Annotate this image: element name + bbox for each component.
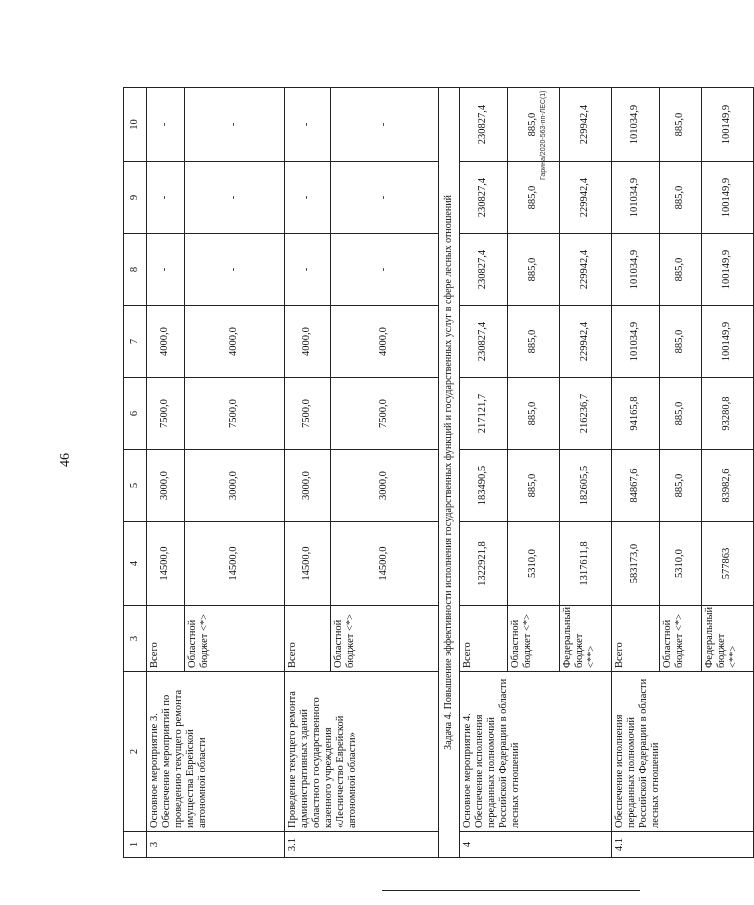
row-number: 4.1 xyxy=(612,832,754,858)
value-cell: 583173,0 xyxy=(612,522,660,606)
value-cell: 229942,4 xyxy=(560,306,612,378)
value-cell: 7500,0 xyxy=(331,378,439,450)
column-header: 10 xyxy=(124,88,147,162)
value-cell: 101034,9 xyxy=(612,306,660,378)
value-cell: 229942,4 xyxy=(560,234,612,306)
value-cell: 885,0 xyxy=(508,234,560,306)
value-cell: 100149,9 xyxy=(702,162,754,234)
table-row xyxy=(612,88,660,858)
activity-name: Обеспечение исполнения переданных полномочий Российской Федерации в области лесных отношений xyxy=(612,672,754,832)
activity-name: Основное мероприятие 4. Обеспечение исполнения переданных полномочий Российской Федерации в области лесных отношений xyxy=(460,672,612,832)
value-cell: 230827,4 xyxy=(460,234,508,306)
value-cell: 14500,0 xyxy=(331,522,439,606)
value-cell: 93280,8 xyxy=(702,378,754,450)
funding-source: Областной бюджет <*> xyxy=(185,606,285,672)
value-cell: - xyxy=(285,234,331,306)
value-cell: 217121,7 xyxy=(460,378,508,450)
section-row xyxy=(439,88,460,858)
value-cell: 3000,0 xyxy=(185,450,285,522)
column-header: 8 xyxy=(124,234,147,306)
value-cell: 216236,7 xyxy=(560,378,612,450)
row-number: 3.1 xyxy=(285,832,439,858)
column-header: 4 xyxy=(124,522,147,606)
value-cell: - xyxy=(285,88,331,162)
value-cell: 4000,0 xyxy=(147,306,185,378)
value-cell: 3000,0 xyxy=(147,450,185,522)
value-cell: - xyxy=(185,88,285,162)
value-cell: - xyxy=(185,234,285,306)
footer-rule xyxy=(382,890,640,891)
value-cell: 4000,0 xyxy=(331,306,439,378)
value-cell: 14500,0 xyxy=(147,522,185,606)
column-header: 1 xyxy=(124,832,147,858)
value-cell: - xyxy=(147,234,185,306)
header-row xyxy=(124,88,147,858)
value-cell: 885,0 xyxy=(508,306,560,378)
value-cell: - xyxy=(147,88,185,162)
value-cell: 230827,4 xyxy=(460,88,508,162)
section-title: Задача 4. Повышение эффективности исполнения государственных функций и государственных услуг в сфере лесных отношений xyxy=(439,88,460,858)
value-cell: 1317611,8 xyxy=(560,522,612,606)
funding-source: Областной бюджет <*> xyxy=(331,606,439,672)
value-cell: 94165,8 xyxy=(612,378,660,450)
page-number: 46 xyxy=(58,453,73,467)
column-header: 2 xyxy=(124,672,147,832)
value-cell: 183490,5 xyxy=(460,450,508,522)
funding-source: Областной бюджет <*> xyxy=(508,606,560,672)
budget-table xyxy=(123,87,754,858)
value-cell: 83982,6 xyxy=(702,450,754,522)
value-cell: 4000,0 xyxy=(185,306,285,378)
value-cell: 4000,0 xyxy=(285,306,331,378)
funding-source: Всего xyxy=(285,606,331,672)
value-cell: 5310,0 xyxy=(508,522,560,606)
value-cell: 230827,4 xyxy=(460,162,508,234)
funding-source: Федеральный бюджет <**> xyxy=(702,606,754,672)
value-cell: 3000,0 xyxy=(285,450,331,522)
value-cell: - xyxy=(147,162,185,234)
value-cell: 885,0 xyxy=(508,378,560,450)
value-cell: - xyxy=(331,88,439,162)
activity-name: Проведение текущего ремонта административных зданий областного государственного казенного учреждения «Лесничество Еврейской автономной области» xyxy=(285,672,439,832)
value-cell: 7500,0 xyxy=(285,378,331,450)
funding-source: Всего xyxy=(460,606,508,672)
funding-source: Всего xyxy=(612,606,660,672)
column-header: 3 xyxy=(124,606,147,672)
column-header: 9 xyxy=(124,162,147,234)
value-cell: 100149,9 xyxy=(702,234,754,306)
value-cell: 5310,0 xyxy=(660,522,702,606)
value-cell: - xyxy=(185,162,285,234)
table-row xyxy=(147,88,185,858)
value-cell: 14500,0 xyxy=(185,522,285,606)
value-cell: 7500,0 xyxy=(147,378,185,450)
column-header: 7 xyxy=(124,306,147,378)
value-cell: 885,0 xyxy=(508,450,560,522)
value-cell: 101034,9 xyxy=(612,162,660,234)
document-id: Гарина/2020-563-пп-ЛЕС(1) xyxy=(540,90,547,180)
value-cell: 885,0 xyxy=(660,450,702,522)
value-cell: 100149,9 xyxy=(702,306,754,378)
column-header: 5 xyxy=(124,450,147,522)
value-cell: - xyxy=(285,162,331,234)
value-cell: 14500,0 xyxy=(285,522,331,606)
value-cell: 885,0 xyxy=(508,162,560,234)
value-cell: 101034,9 xyxy=(612,234,660,306)
value-cell: - xyxy=(331,234,439,306)
value-cell: 101034,9 xyxy=(612,88,660,162)
value-cell: 885,0 xyxy=(660,88,702,162)
activity-name: Основное мероприятие 3. Обеспечение мероприятий по проведению текущего ремонта имущества Еврейской автономной области xyxy=(147,672,285,832)
table-row xyxy=(460,88,508,858)
value-cell: 1322921,8 xyxy=(460,522,508,606)
value-cell: 84867,6 xyxy=(612,450,660,522)
row-number: 4 xyxy=(460,832,612,858)
row-number: 3 xyxy=(147,832,285,858)
value-cell: 100149,9 xyxy=(702,88,754,162)
value-cell: 230827,4 xyxy=(460,306,508,378)
value-cell: 3000,0 xyxy=(331,450,439,522)
funding-source: Федеральный бюджет <**> xyxy=(560,606,612,672)
value-cell: 182605,5 xyxy=(560,450,612,522)
table-row xyxy=(285,88,331,858)
value-cell: 229942,4 xyxy=(560,88,612,162)
value-cell: 885,0 xyxy=(508,88,560,162)
value-cell: - xyxy=(331,162,439,234)
value-cell: 885,0 xyxy=(660,234,702,306)
value-cell: 885,0 xyxy=(660,162,702,234)
value-cell: 229942,4 xyxy=(560,162,612,234)
funding-source: Всего xyxy=(147,606,185,672)
value-cell: 885,0 xyxy=(660,306,702,378)
value-cell: 885,0 xyxy=(660,378,702,450)
funding-source: Областной бюджет <*> xyxy=(660,606,702,672)
value-cell: 577863 xyxy=(702,522,754,606)
value-cell: 7500,0 xyxy=(185,378,285,450)
column-header: 6 xyxy=(124,378,147,450)
